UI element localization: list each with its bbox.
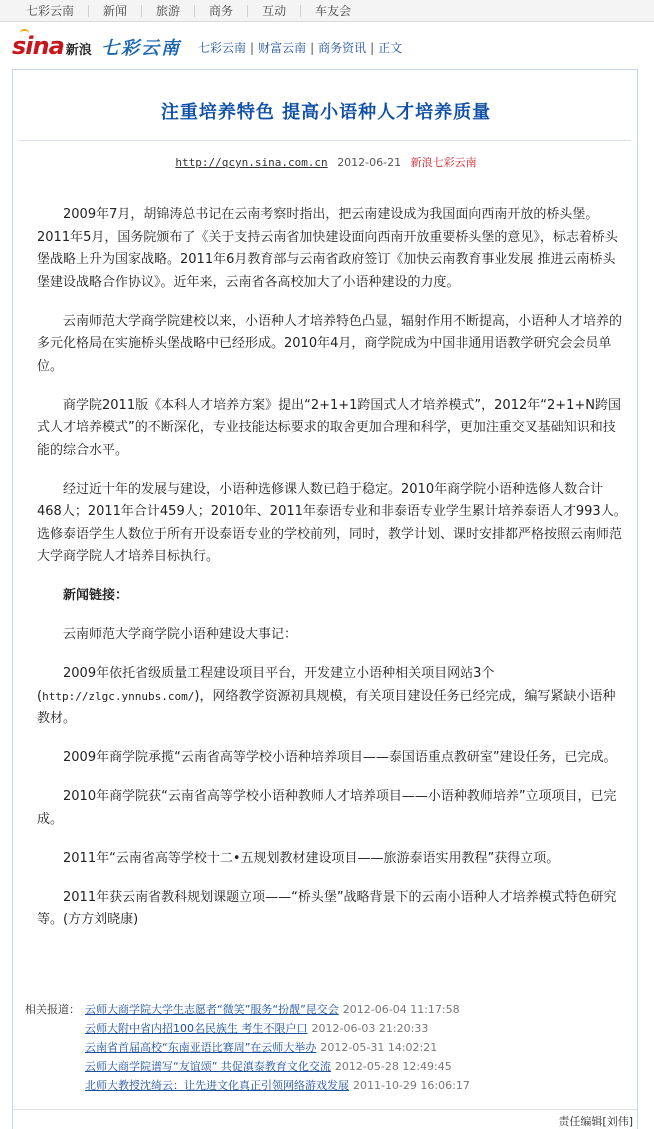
list-item [85, 1019, 625, 1038]
related-time: 2012-06-04 11:17:58 [342, 1003, 460, 1016]
paragraph-4: 经过近十年的发展与建设，小语种选修课人数已趋于稳定。2010年商学院小语种选修人数合计468人；2011年合计459人；2010年、2011年泰语专业和非泰语专业学生累计培养泰语人才993人。选修泰语学生人数位于所有开设泰语专业的学校前列，同时，教学计划、课时安排都严格按照云南师范大学商学院人才培养目标执行。 [37, 481, 627, 564]
header [0, 22, 654, 68]
breadcrumb [198, 39, 402, 56]
nav-item-qicai[interactable]: 七彩云南 [0, 5, 89, 17]
related-link[interactable]: 云师大商学院大学生志愿者“微笑”服务“扮靓”昆交会 [85, 1003, 339, 1016]
news-link-heading: 新闻链接： [63, 588, 129, 603]
related-label: 相关报道： [25, 1003, 80, 1016]
related-link[interactable]: 云南省首届高校“东南亚语比赛周”在云师大举办 [85, 1041, 317, 1054]
publish-date: 2012-06-21 [337, 156, 402, 169]
article-title: 注重培养特色 提高小语种人才培养质量 [160, 102, 492, 123]
breadcrumb-wealth[interactable]: 财富云南 [258, 41, 307, 55]
list-item [85, 1000, 625, 1019]
event-2009a-text-pre: 2009年依托省级质量工程建设项目平台，开发建立小语种相关项目网站3个( [37, 666, 495, 704]
event-2009a [37, 663, 627, 731]
related-link[interactable]: 北师大教授沈绮云：让先进文化真正引领网络游戏发展 [85, 1079, 349, 1092]
article-body [37, 204, 627, 948]
sina-logo-cn: 新浪 [65, 43, 92, 58]
sina-logo-word: sina [12, 32, 64, 60]
breadcrumb-current[interactable]: 正文 [378, 41, 403, 55]
breadcrumb-qicai[interactable]: 七彩云南 [198, 41, 247, 55]
related-time: 2012-05-31 14:02:21 [320, 1041, 438, 1054]
nav-item-interact[interactable]: 互动 [248, 5, 301, 17]
top-nav [0, 0, 654, 22]
nav-item-travel[interactable]: 旅游 [142, 5, 195, 17]
breadcrumb-sep: | [310, 41, 315, 55]
related-list [85, 1000, 625, 1095]
responsible-editor: 责任编辑[刘伟] [558, 1115, 633, 1128]
qicai-yunnan-logo[interactable]: 七彩云南 [101, 38, 181, 59]
related-time: 2012-05-28 12:49:45 [334, 1060, 452, 1073]
related-link[interactable]: 云师大商学院谱写“友谊颂” 共促滇泰教育文化交流 [85, 1060, 331, 1073]
breadcrumb-sep: | [250, 41, 255, 55]
editor-divider [13, 1109, 637, 1110]
article-meta [13, 154, 639, 170]
nav-item-car-club[interactable]: 车友会 [315, 3, 352, 18]
article-frame [12, 69, 638, 1129]
title-divider [19, 140, 631, 141]
event-2009a-text-post: )，网络教学资源初具规模，有关项目建设任务已经完成，编写紧缺小语种教材。 [37, 688, 616, 726]
breadcrumb-business-news[interactable]: 商务资讯 [318, 41, 367, 55]
nav-item-business[interactable]: 商务 [195, 5, 248, 17]
paragraph-1: 2009年7月，胡锦涛总书记在云南考察时指出，把云南建设成为我国面向西南开放的桥头堡。2011年5月，国务院颁布了《关于支持云南省加快建设面向西南开放重要桥头堡的意见》，标志着桥头堡战略上升为国家战略。2011年6月教育部与云南省政府签订《加快云南教育事业发展 推进云南桥头堡建设战略合作协议》。近年来，云南省各高校加大了小语种建设的力度。 [37, 207, 618, 290]
breadcrumb-sep: | [370, 41, 375, 55]
event-2010: 2010年商学院获“云南省高等学校小语种教师人才培养项目——小语种教师培养”立项项目，已完成。 [37, 789, 617, 827]
sina-eye-icon [20, 29, 29, 37]
list-item [85, 1057, 625, 1076]
paragraph-2: 云南师范大学商学院建校以来，小语种人才培养特色凸显，辐射作用不断提高，小语种人才培养的多元化格局在实施桥头堡战略中已经形成。2010年4月，商学院成为中国非通用语教学研究会会员单位。 [37, 313, 623, 374]
list-item [85, 1076, 625, 1095]
related-time: 2012-06-03 21:20:33 [311, 1022, 429, 1035]
events-intro: 云南师范大学商学院小语种建设大事记： [63, 627, 298, 642]
related-time: 2011-10-29 16:06:17 [353, 1079, 470, 1092]
event-2011a: 2011年“云南省高等学校十二•五规划教材建设项目——旅游泰语实用教程”获得立项。 [63, 850, 560, 866]
source-name-link[interactable]: 新浪七彩云南 [410, 156, 477, 169]
sina-logo[interactable] [12, 32, 92, 60]
paragraph-3: 商学院2011版《本科人才培养方案》提出“2+1+1跨国式人才培养模式”，2012年“2+1+N跨国式人才培养模式”的不断深化，专业技能达标要求的取舍更加合理和科学，更加注重交叉基础知识和技能的综合水平。 [37, 397, 622, 458]
event-2009a-url: http://zlgc.ynnubs.com/ [42, 689, 195, 703]
event-2011b: 2011年获云南省教科规划课题立项——“桥头堡”战略背景下的云南小语种人才培养模式特色研究等。(方方刘晓康) [37, 889, 617, 927]
list-item [85, 1038, 625, 1057]
source-url-link[interactable]: http://qcyn.sina.com.cn [175, 156, 328, 169]
nav-item-news[interactable]: 新闻 [89, 5, 142, 17]
related-link[interactable]: 云师大附中省内招100名民族生 考生不限户口 [85, 1022, 308, 1035]
event-2009b: 2009年商学院承揽“云南省高等学校小语种培养项目——泰国语重点教研室”建设任务，已完成。 [63, 750, 617, 765]
